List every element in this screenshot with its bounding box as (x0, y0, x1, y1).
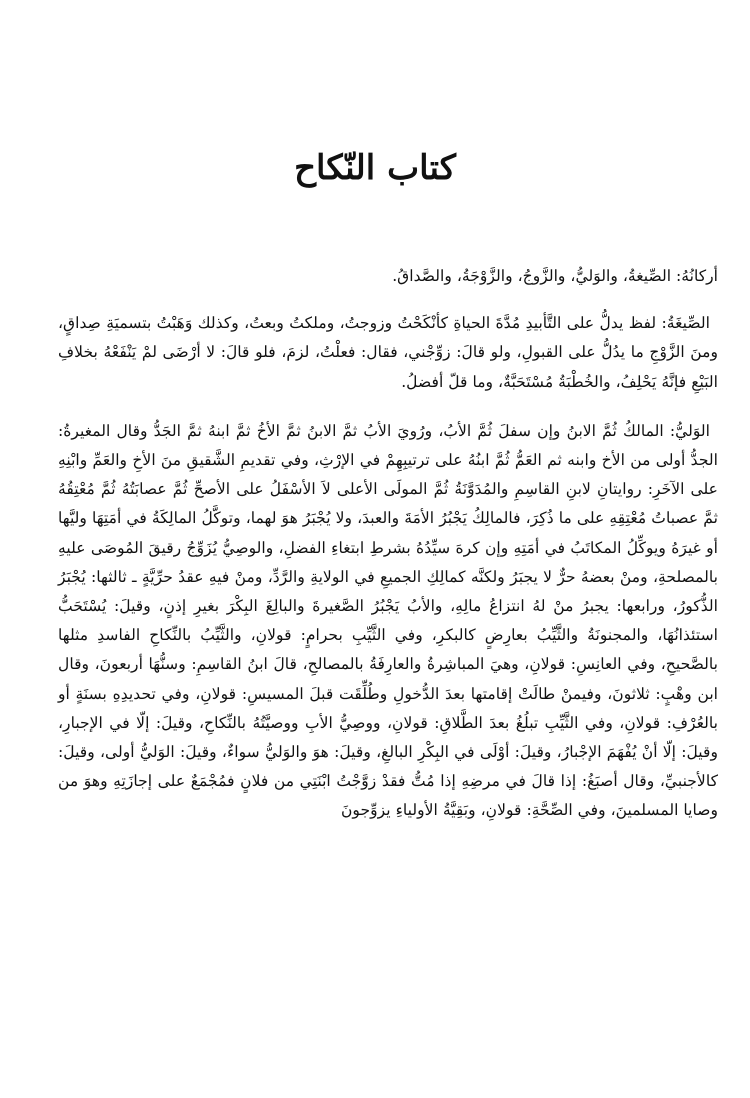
paragraph-formula: الصِّيغَةُ: لفظ يدلُّ على التَّأبيدِ مُدَّةَ الحياةِ كأنْكَحْتُ وزوجتُ، وملكتُ وبعتُ، وكذلك وَهَبْتُ بتسميَةِ صِداقٍ، ومنَ الزَّوْجِ ما يدُلُّ على القبولِ، ولو قالَ: زوِّجْني، فقال: فعلْتُ، لزمَ، فلو قالَ: لا أرْضَى لمْ يَنْفَعْهُ بخلافِ البَيْعِ فإنَّهُ يَحْلِفُ، والخُطْبَةُ مُسْتَحَبَّةٌ، وما قلّ أفضلُ. (58, 314, 718, 391)
body-text (58, 262, 718, 826)
paragraph-pillars: أركانُهُ: الصِّيغةُ، والوَليُّ، والزَّوجُ، والزَّوْجَةُ، والصَّداقُ. (392, 267, 718, 285)
paragraph-guardian: الوَليُّ: المالكُ ثُمَّ الابنُ وإن سفلَ ثُمَّ الأبُ، ورُويَ الأبُ ثمَّ الابنُ ثمَّ الأخُ ثمَّ ابنهُ ثمَّ الجَدُّ وقال المغيرةُ: الجدُّ أولى من الأخ وابنه ثم العَمُّ ثُمَّ ابنُهُ على ترتيبِهِمْ في الإرْثِ، وفي تقديمِ الشَّقيقِ منَ الأخِ والعَمِّ وابْنِهِ على الآخَرِ: روايتانِ لابنِ القاسِمِ والمُدَوَّنَةُ ثُمَّ المولَى الأعلى لاَ الأسْفَلُ على الأصحِّ ثُمَّ عصابَتُهُ ثُمَّ مُعْتِقُهُ ثمَّ عصباتُ مُعْتِقِهِ على ما ذُكِرَ، فالمالِكُ يَجْبُرُ الأمَةَ والعبدَ، ولا يُجْبَرُ هوَ لهما، وتوكَّلُ المالِكَةُ في أمَتِهَا وليَّها أو غيرَهُ ويوكِّلُ المكاتَبُ في أمَتِهِ وإن كرهَ سيِّدُهُ بشرطِ ابتغاءِ الفضلِ، والوصِيُّ يُزَوِّجُ رقيقَ المُوصَى عليهِ بالمصلحةِ، ومنْ بعضهُ حرٌّ لا يجبَرُ ولكنَّه كمالِكِ الجميعِ في الولايةِ والرَّدِّ، ومنْ فيهِ عقدُ حرِّيَّةٍ ـ ثالثها: يُجْبَرُ الذُّكورُ، ورابعها: يجبرُ منْ لهُ انتزاعُ مالِهِ، والأبُ يَجْبُرُ الصَّغيرةَ والبالِغَ البِكْرَ بغيرِ إذنٍ، وقيلَ: يُسْتَحَبُّ استئذانُهَا، والمجنونَةُ والثَّيِّبُ بعارِضٍ كالبكرِ، وفي الثَّيِّبِ بحرامٍ: قولانِ، والثَّيِّبُ بالنِّكاحِ الفاسدِ مثلها بالصَّحيحِ، وفي العانِسِ: قولانِ، وهيَ المباشِرةُ والعارِفَةُ بالمصالحِ، قالَ ابنُ القاسِمِ: وسنُّهَا أربعونَ، وقال ابن وهْبٍ: ثلاثونَ، وفيمنْ طالَتْ إقامتها بعدَ الدُّخولِ وطُلِّقَت قبلَ المسيسِ: قولانِ، وفي تحديدِهِ بسنَةٍ أو بالعُرْفِ: قولانِ، وفي الثَّيِّبِ تبلُغُ بعدَ الطَّلاقِ: قولانِ، ووصِيُّ الأبِ ووصيَّتُهُ بالنِّكاحِ، وقيلَ: إلّا في الإجبارِ، وقيلَ: إلّا أنْ يُفْهَمَ الإجْبارُ، وقيلَ: أوْلَى في البِكْرِ البالغِ، وقيلَ: هوَ والوَليُّ سواءٌ، وقيلَ: الوَليُّ أولى، وقيلَ: كالأجنبيِّ، وقال أصبَغُ: إذا قالَ في مرضِهِ إذا مُتُّ فقدْ زوَّجْتُ ابْنَتِي من فلانٍ فمُجْمَعٌ على إجازَتِهِ وهوَ من وصايا المسلمينَ، وفي الصِّحَّةِ: قولانِ، وبَقِيَّةُ الأولياءِ يزوِّجونَ (58, 421, 718, 820)
chapter-title: كتاب النّكاح (294, 148, 456, 188)
